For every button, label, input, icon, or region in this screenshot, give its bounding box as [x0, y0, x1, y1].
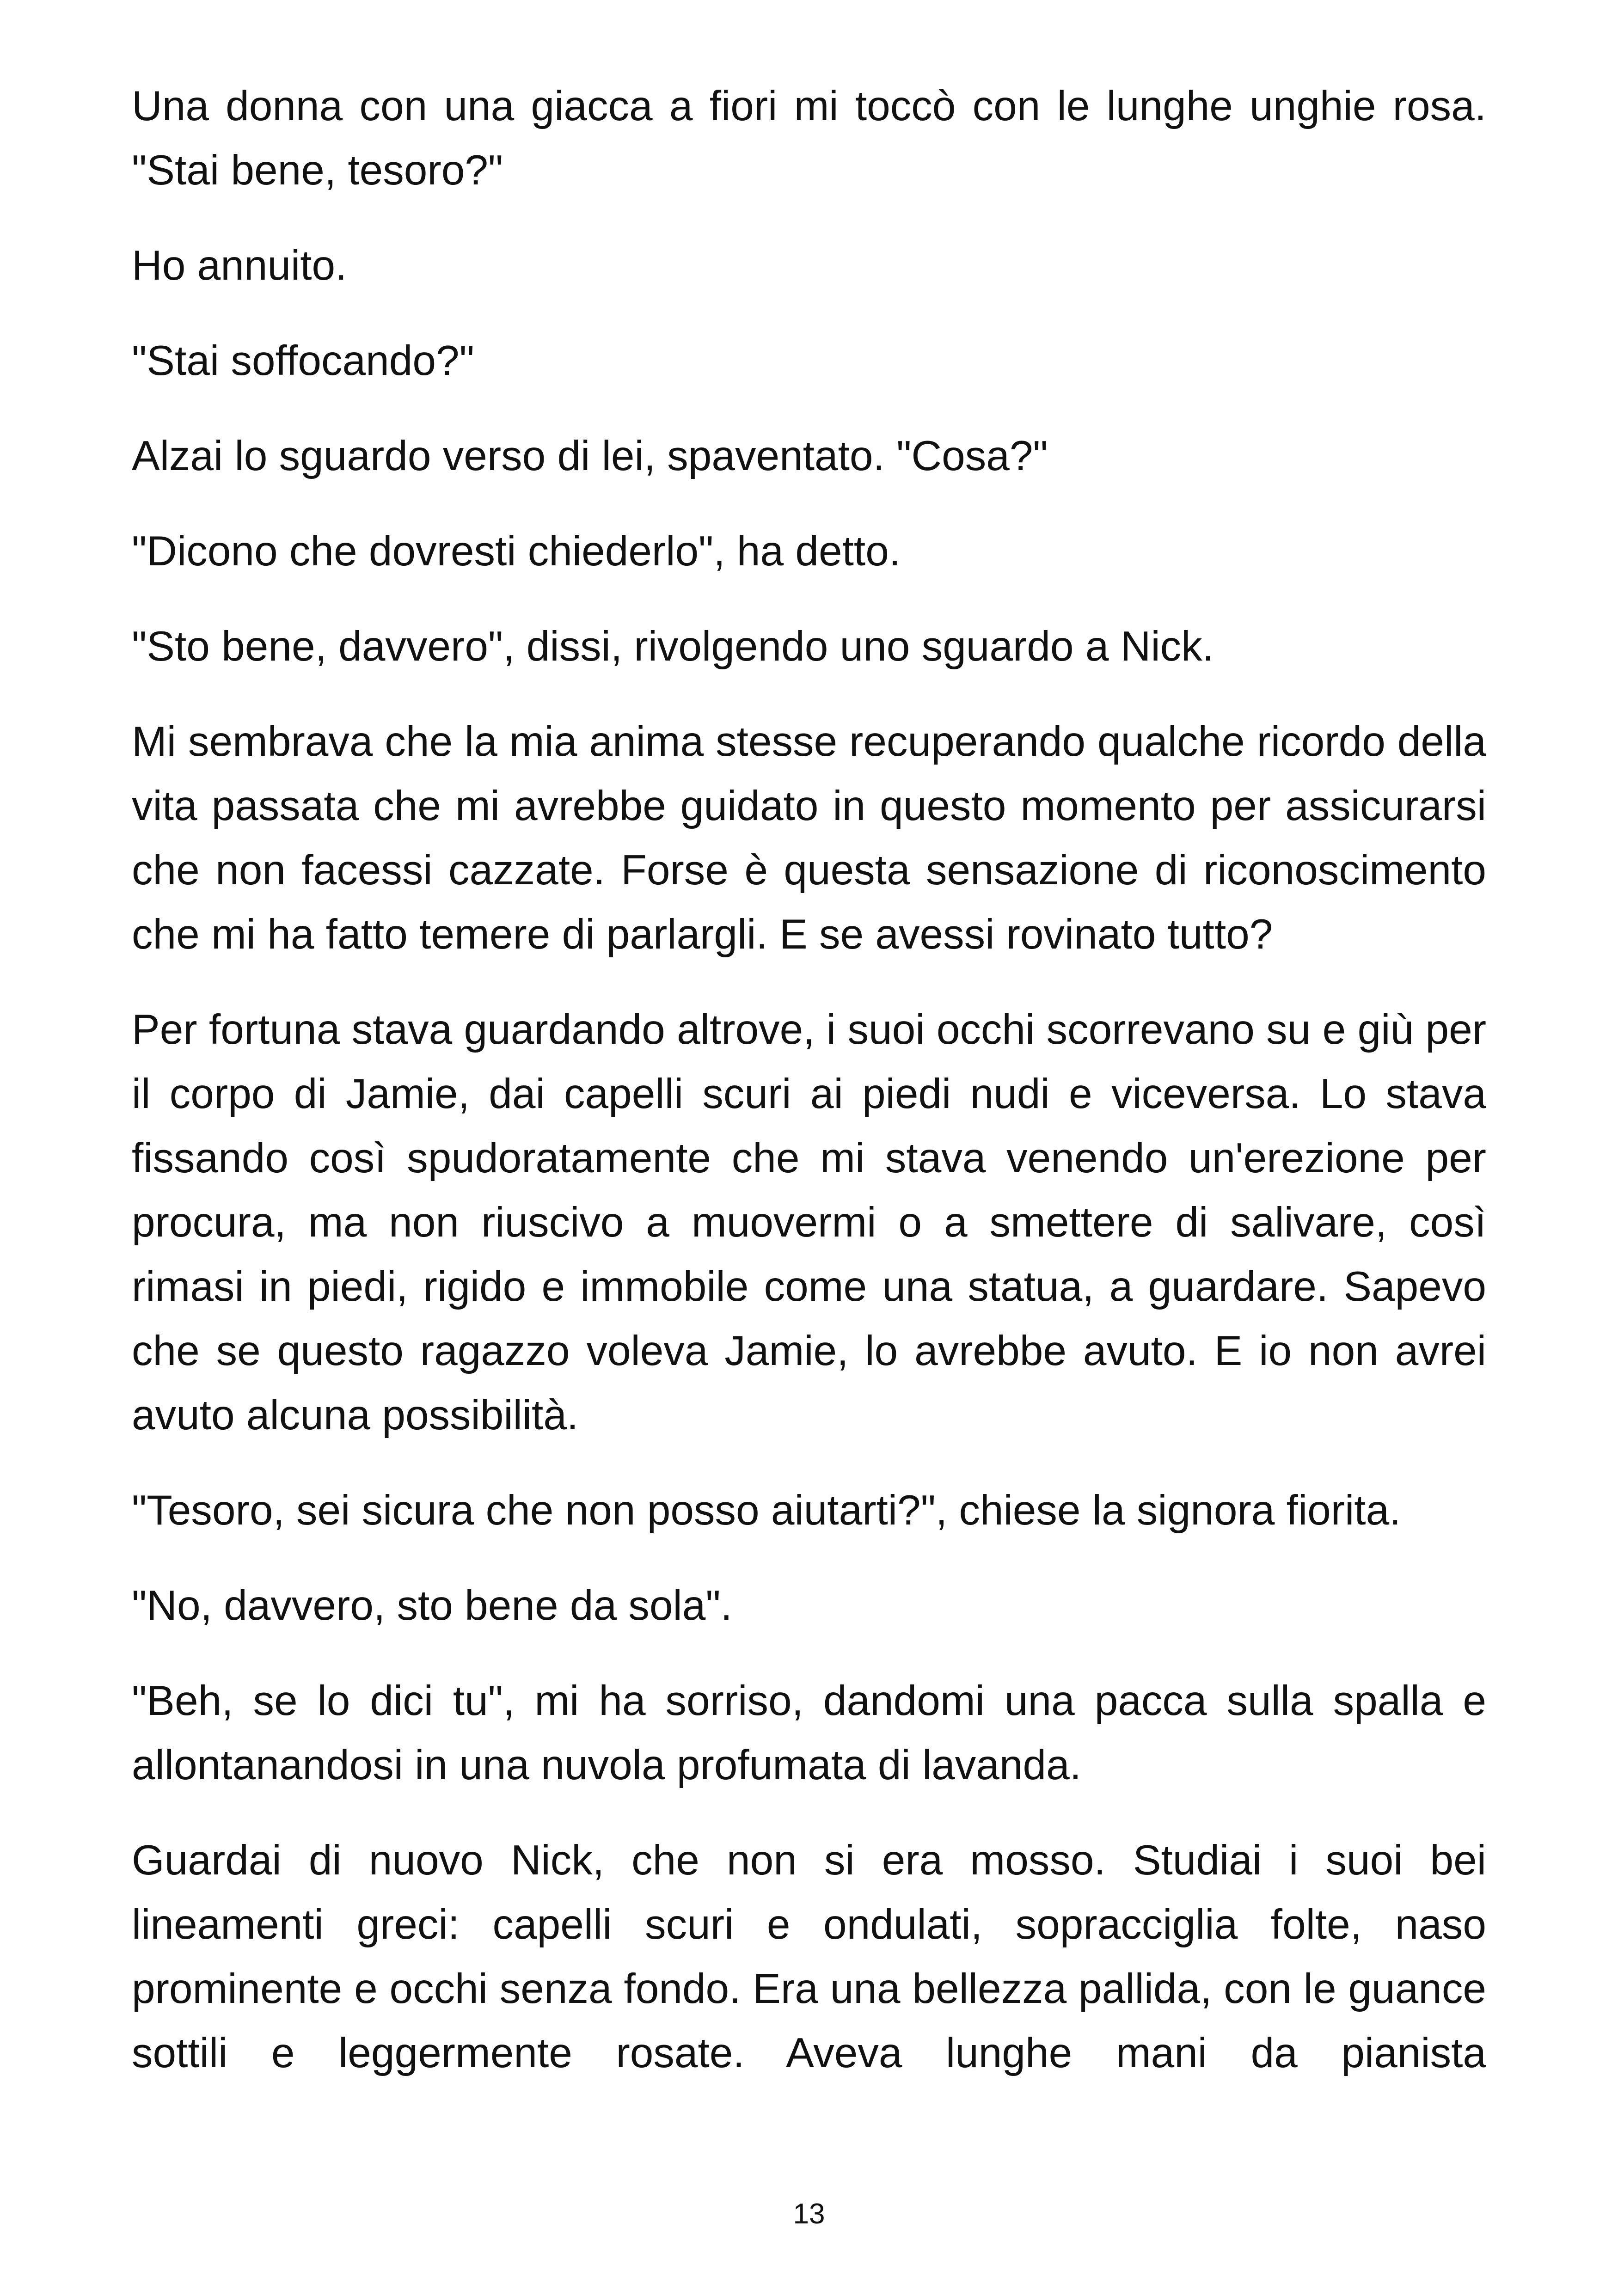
paragraph: "Beh, se lo dici tu", mi ha sorriso, dandomi una pacca sulla spalla e allontanandosi in una nuvola profumata di lavanda.	[132, 1678, 1486, 1788]
paragraph: Guardai di nuovo Nick, che non si era mosso. Studiai i suoi bei lineamenti greci: capelli scuri e ondulati, sopracciglia folte, naso prominente e occhi senza fondo. Era una bellezza pallida, con le guance sottili e leggermente rosate. Aveva lunghe mani da pianista	[132, 1837, 1486, 2076]
paragraph: "Tesoro, sei sicura che non posso aiutarti?", chiese la signora fiorita.	[132, 1487, 1401, 1534]
body-text	[132, 74, 1486, 2085]
paragraph: "Dicono che dovresti chiederlo", ha detto.	[132, 528, 901, 575]
page-number: 13	[793, 2198, 825, 2230]
paragraph: Mi sembrava che la mia anima stesse recuperando qualche ricordo della vita passata che mi avrebbe guidato in questo momento per assicurarsi che non facessi cazzate. Forse è questa sensazione di riconoscimento che mi ha fatto temere di parlargli. E se avessi rovinato tutto?	[132, 718, 1486, 958]
paragraph: Una donna con una giacca a fiori mi toccò con le lunghe unghie rosa. "Stai bene, tesoro?"	[132, 83, 1486, 194]
paragraph: Per fortuna stava guardando altrove, i suoi occhi scorrevano su e giù per il corpo di Jamie, dai capelli scuri ai piedi nudi e viceversa. Lo stava fissando così spudoratamente che mi stava venendo un'erezione per procura, ma non riuscivo a muovermi o a smettere di salivare, così rimasi in piedi, rigido e immobile come una statua, a guardare. Sapevo che se questo ragazzo voleva Jamie, lo avrebbe avuto. E io non avrei avuto alcuna possibilità.	[132, 1006, 1486, 1439]
paragraph: "Sto bene, davvero", dissi, rivolgendo uno sguardo a Nick.	[132, 623, 1214, 670]
paragraph: "No, davvero, sto bene da sola".	[132, 1582, 732, 1629]
paragraph: Ho annuito.	[132, 242, 347, 289]
paragraph: "Stai soffocando?"	[132, 337, 474, 384]
paragraph: Alzai lo sguardo verso di lei, spaventato. "Cosa?"	[132, 433, 1048, 479]
